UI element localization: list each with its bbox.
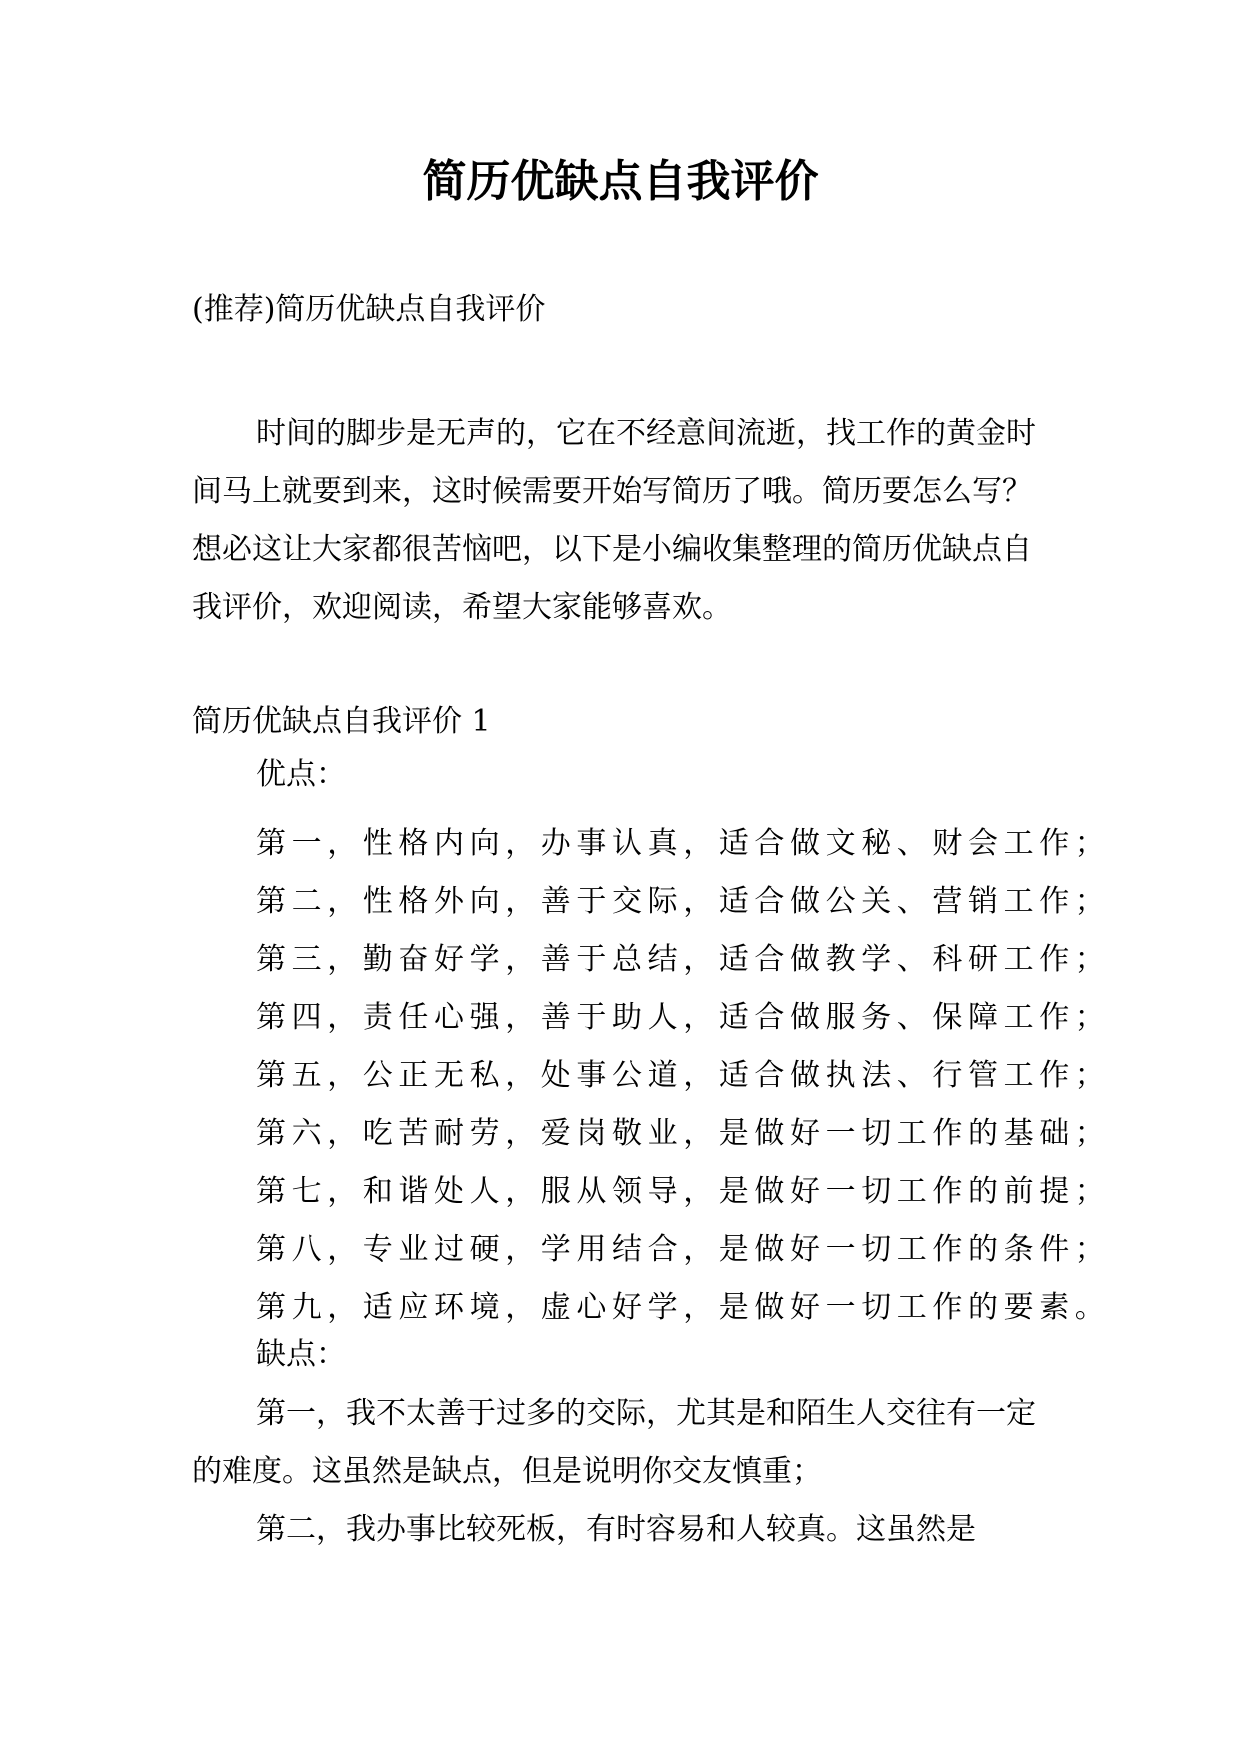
list-item: 第一，性格内向，办事认真，适合做文秘、财会工作；	[256, 826, 1111, 861]
document-subtitle: (推荐)简历优缺点自我评价	[192, 292, 546, 327]
intro-paragraph: 时间的脚步是无声的，它在不经意间流逝，找工作的黄金时间马上就要到来，这时候需要开始写简历了哦。简历要怎么写？想必这让大家都很苦恼吧，以下是小编收集整理的简历优缺点自我评价，欢迎阅读，希望大家能够喜欢。	[192, 416, 1036, 625]
list-item: 第三，勤奋好学，善于总结，适合做教学、科研工作；	[256, 942, 1111, 977]
weakness-paragraph: 第一，我不太善于过多的交际，尤其是和陌生人交往有一定的难度。这虽然是缺点，但是说明你交友慎重；	[192, 1396, 1036, 1489]
list-item: 第二，性格外向，善于交际，适合做公关、营销工作；	[256, 884, 1111, 919]
list-item: 第六，吃苦耐劳，爱岗敬业，是做好一切工作的基础；	[256, 1116, 1111, 1151]
strengths-label: 优点：	[256, 757, 346, 792]
strengths-list	[256, 815, 1111, 1337]
list-item: 第四，责任心强，善于助人，适合做服务、保障工作；	[256, 1000, 1111, 1035]
list-item: 第九，适应环境，虚心好学，是做好一切工作的要素。	[256, 1290, 1111, 1325]
section-title: 简历优缺点自我评价 1	[192, 704, 491, 739]
list-item: 第七，和谐处人，服从领导，是做好一切工作的前提；	[256, 1174, 1111, 1209]
document-title: 简历优缺点自我评价	[422, 156, 819, 207]
list-item: 第八，专业过硬，学用结合，是做好一切工作的条件；	[256, 1232, 1111, 1267]
list-item: 第五，公正无私，处事公道，适合做执法、行管工作；	[256, 1058, 1111, 1093]
weakness-paragraph: 第二，我办事比较死板，有时容易和人较真。这虽然是	[256, 1512, 976, 1547]
weaknesses-label: 缺点：	[256, 1337, 346, 1372]
